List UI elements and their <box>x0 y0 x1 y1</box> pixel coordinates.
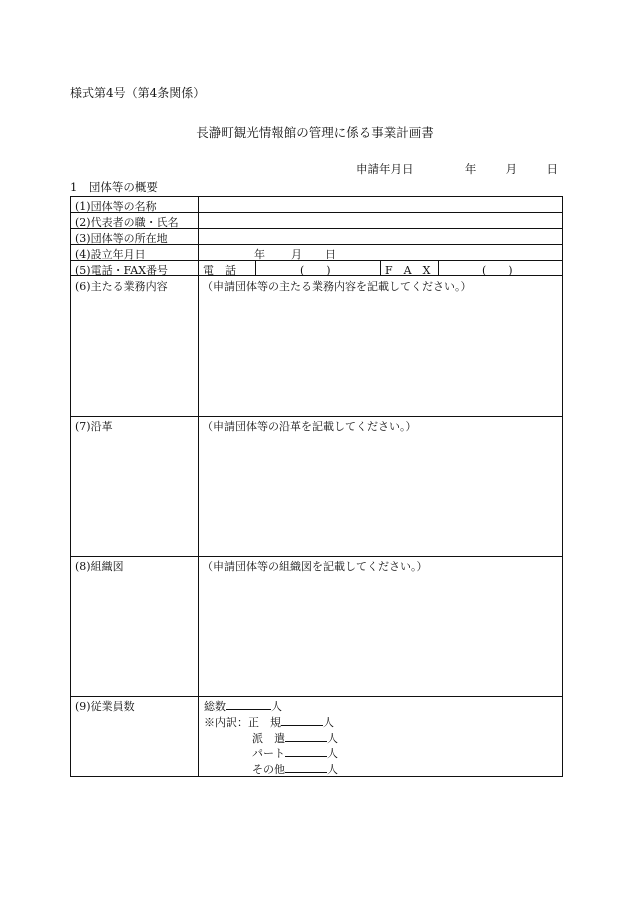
employees-other-blank <box>285 761 327 773</box>
row-divider <box>70 696 563 697</box>
table-border-left <box>70 196 71 777</box>
application-date-day: 日 <box>546 162 558 176</box>
phone-area-code: ( ) <box>300 264 331 277</box>
employees-regular-unit: 人 <box>323 716 334 729</box>
employees-other-label: その他 <box>252 763 285 776</box>
application-date-line <box>356 161 558 177</box>
row-label-org-chart: (8)組織図 <box>75 560 124 573</box>
business-instruction: （申請団体等の主たる業務内容を記載してください。） <box>202 280 472 293</box>
employees-regular <box>204 714 334 730</box>
employees-other <box>252 761 338 777</box>
phone-cell-divider <box>255 260 256 276</box>
form-number: 様式第4号（第4条関係） <box>70 86 206 100</box>
employees-total-unit: 人 <box>271 700 282 713</box>
phone-label: 電 話 <box>203 264 236 277</box>
employees-part-label: パート <box>252 747 285 760</box>
established-month: 月 <box>291 248 302 261</box>
employees-regular-blank <box>281 714 323 726</box>
employees-breakdown-label: ※内訳： <box>204 716 248 729</box>
employees-part <box>252 745 338 761</box>
application-date-year: 年 <box>464 162 477 176</box>
employees-total-label: 総数 <box>204 700 226 713</box>
employees-total-blank <box>226 698 271 710</box>
row-label-business: (6)主たる業務内容 <box>75 280 168 293</box>
established-day: 日 <box>325 248 336 261</box>
fax-label: F A X <box>385 264 431 277</box>
org-chart-instruction: （申請団体等の組織図を記載してください。） <box>202 560 428 573</box>
row-label-organization-name: (1)団体等の名称 <box>75 200 157 213</box>
row-divider <box>70 556 563 557</box>
employees-other-unit: 人 <box>327 763 338 776</box>
row-label-history: (7)沿革 <box>75 420 113 433</box>
employees-regular-label: 正 規 <box>248 716 281 729</box>
table-border-top <box>70 196 563 197</box>
application-date-month: 月 <box>505 162 518 176</box>
history-instruction: （申請団体等の沿革を記載してください。） <box>202 420 417 433</box>
row-label-representative: (2)代表者の職・氏名 <box>75 216 179 229</box>
row-label-phone-fax: (5)電話・FAX番号 <box>75 264 169 277</box>
employees-dispatch-unit: 人 <box>327 732 338 745</box>
employees-part-blank <box>285 745 327 757</box>
row-label-established-date: (4)設立年月日 <box>75 248 146 261</box>
phone-cell-divider <box>438 260 439 276</box>
employees-dispatch <box>252 730 338 746</box>
employees-part-unit: 人 <box>327 747 338 760</box>
employees-total <box>204 698 282 714</box>
established-year: 年 <box>254 248 265 261</box>
document-title: 長瀞町観光情報館の管理に係る事業計画書 <box>196 125 434 140</box>
row-label-employees: (9)従業員数 <box>75 700 135 713</box>
section-title: 1 団体等の概要 <box>70 180 158 194</box>
fax-area-code: ( ) <box>482 264 513 277</box>
employees-dispatch-blank <box>285 730 327 742</box>
employees-dispatch-label: 派 遣 <box>252 732 285 745</box>
row-label-address: (3)団体等の所在地 <box>75 232 168 245</box>
row-divider <box>70 416 563 417</box>
phone-cell-divider <box>380 260 381 276</box>
table-border-right <box>562 196 563 777</box>
table-column-divider <box>198 196 199 777</box>
application-date-label: 申請年月日 <box>356 162 414 176</box>
